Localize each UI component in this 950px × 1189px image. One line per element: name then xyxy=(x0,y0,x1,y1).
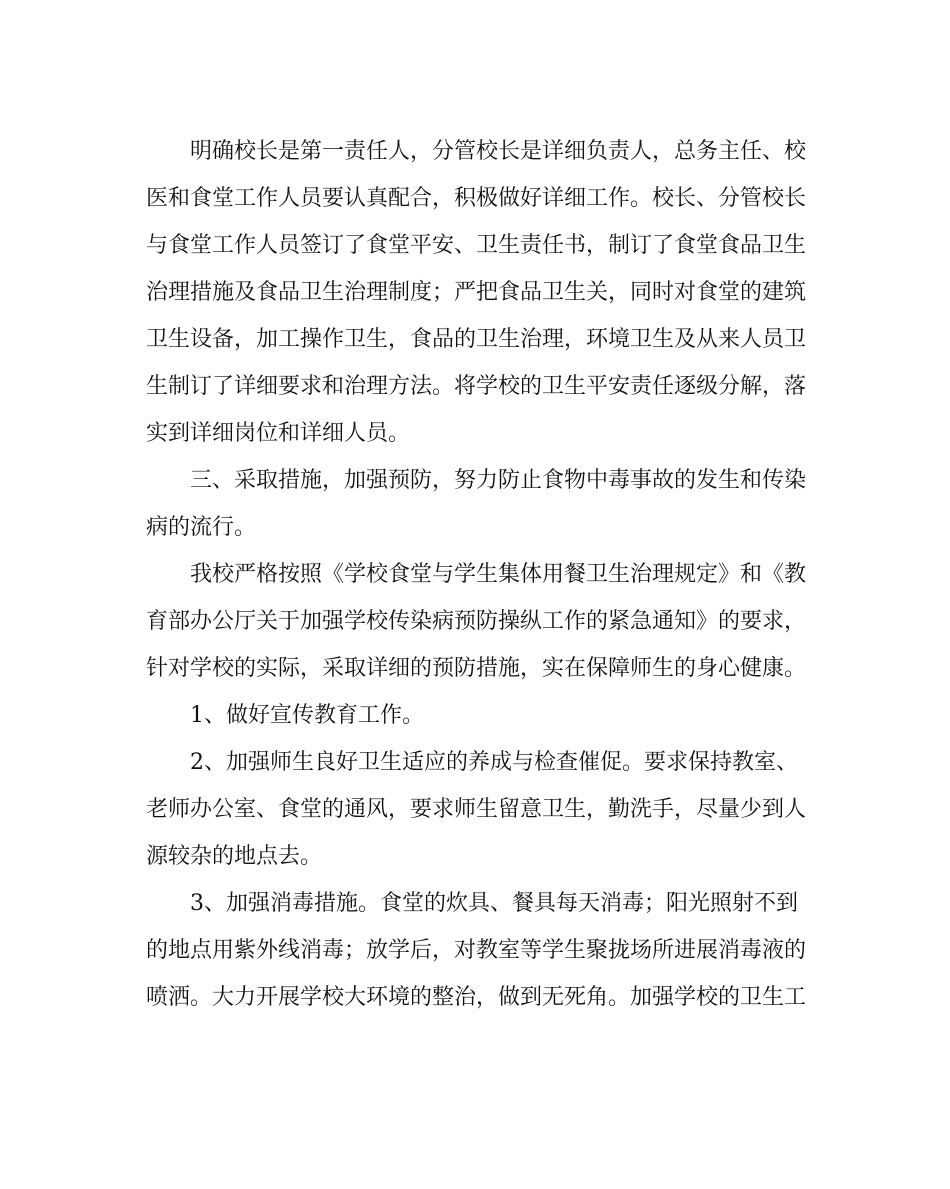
text-line: 针对学校的实际，采取详细的预防措施，实在保障师生的身心健康。 xyxy=(146,656,807,681)
section-heading-three xyxy=(146,457,806,551)
text-line: 育部办公厅关于加强学校传染病预防操纵工作的紧急通知》的要求， xyxy=(146,609,807,634)
text-line: 老师办公室、食堂的通风，要求师生留意卫生，勤洗手，尽量少到人 xyxy=(146,797,807,822)
text-line: 与食堂工作人员签订了食堂平安、卫生责任书，制订了食堂食品卫生 xyxy=(146,233,807,258)
text-line: 实到详细岗位和详细人员。 xyxy=(146,421,411,446)
text-line: 病的流行。 xyxy=(146,515,257,540)
text-line: 的地点用紫外线消毒；放学后，对教室等学生聚拢场所进展消毒液的 xyxy=(146,938,807,963)
paragraph-regulations xyxy=(146,551,806,692)
list-item-1 xyxy=(146,692,806,739)
paragraph-responsibility xyxy=(146,128,806,457)
text-line: 三、采取措施，加强预防，努力防止食物中毒事故的发生和传染 xyxy=(190,468,807,493)
text-line: 卫生设备，加工操作卫生，食品的卫生治理，环境卫生及从来人员卫 xyxy=(146,327,807,352)
text-line: 生制订了详细要求和治理方法。将学校的卫生平安责任逐级分解，落 xyxy=(146,374,807,399)
text-line: 源较杂的地点去。 xyxy=(146,844,323,869)
text-line: 治理措施及食品卫生治理制度；严把食品卫生关，同时对食堂的建筑 xyxy=(146,280,807,305)
list-item-3 xyxy=(146,880,806,1021)
text-line: 明确校长是第一责任人，分管校长是详细负责人，总务主任、校 xyxy=(190,139,807,164)
text-line: 2、加强师生良好卫生适应的养成与检查催促。要求保持教室、 xyxy=(190,750,798,775)
text-line: 我校严格按照《学校食堂与学生集体用餐卫生治理规定》和《教 xyxy=(190,562,807,587)
list-item-2 xyxy=(146,739,806,880)
text-line: 喷洒。大力开展学校大环境的整治，做到无死角。加强学校的卫生工 xyxy=(146,985,807,1010)
text-line: 医和食堂工作人员要认真配合，积极做好详细工作。校长、分管校长 xyxy=(146,186,807,211)
text-line: 3、加强消毒措施。食堂的炊具、餐具每天消毒；阳光照射不到 xyxy=(190,891,798,916)
document-body xyxy=(146,128,806,1021)
text-line: 1、做好宣传教育工作。 xyxy=(190,703,424,728)
